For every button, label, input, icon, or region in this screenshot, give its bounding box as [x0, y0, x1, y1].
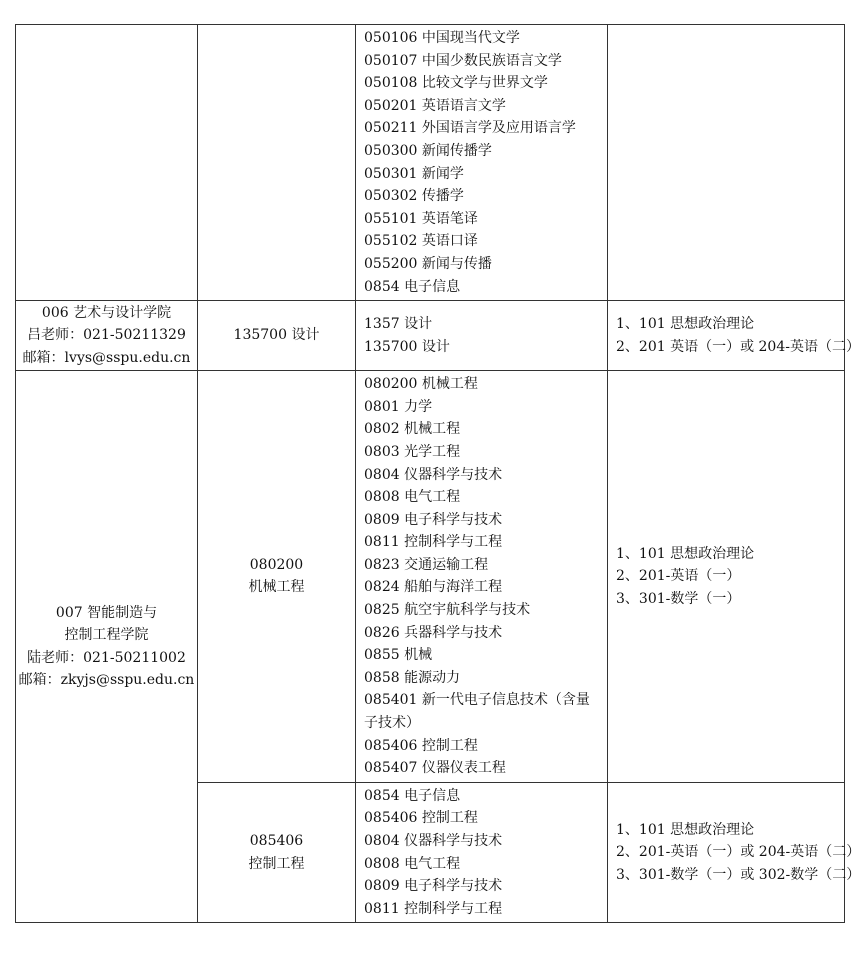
- major-cell: [198, 301, 356, 371]
- college-cell: [16, 25, 198, 301]
- direction-item: 0804 仪器科学与技术: [364, 833, 503, 849]
- direction-item: 050301 新闻学: [364, 165, 464, 182]
- major-cell: [198, 25, 356, 301]
- major-line: 085406: [249, 833, 304, 849]
- exam-subject: 1、101 思想政治理论: [616, 545, 755, 562]
- direction-item: 0801 力学: [364, 398, 433, 415]
- direction-item: 050107 中国少数民族语言文学: [364, 52, 562, 69]
- direction-item: 0823 交通运输工程: [364, 556, 489, 573]
- directions-cell: [356, 301, 608, 371]
- exam-subject: 2、201 英语（一）或 204-英语（二）: [616, 338, 860, 355]
- direction-item: 0854 电子信息: [364, 278, 461, 295]
- direction-item: 050108 比较文学与世界文学: [364, 75, 548, 92]
- direction-item: 0855 机械: [364, 647, 433, 664]
- college-info-line: 陆老师：021-50211002: [27, 649, 186, 666]
- admissions-table: [15, 24, 860, 923]
- direction-item: 0802 机械工程: [364, 421, 461, 438]
- directions-cell: [356, 371, 608, 783]
- direction-item: 0803 光学工程: [364, 443, 461, 460]
- direction-item: 0858 能源动力: [364, 669, 461, 686]
- direction-item: 085406 控制工程: [364, 737, 478, 754]
- direction-item: 0804 仪器科学与技术: [364, 466, 503, 483]
- direction-item: 0811 控制科学与工程: [364, 900, 503, 917]
- directions-cell: [356, 782, 608, 923]
- direction-item: 085406 控制工程: [364, 810, 478, 827]
- direction-item: 0808 电气工程: [364, 855, 461, 872]
- direction-item: 050211 外国语言学及应用语言学: [364, 120, 576, 137]
- direction-item: 050201 英语语言文学: [364, 97, 506, 114]
- major-line: 135700 设计: [233, 327, 320, 344]
- exam-subject: 2、201-英语（一）或 204-英语（二）: [616, 844, 860, 861]
- college-info-line: 控制工程学院: [64, 627, 149, 644]
- college-info-line: 邮箱：lvys@sspu.edu.cn: [22, 349, 191, 366]
- major-line: 机械工程: [248, 579, 305, 596]
- college-info-line: 006 艺术与设计学院: [41, 304, 172, 321]
- table-row: [16, 301, 845, 371]
- direction-item: 055102 英语口译: [364, 233, 478, 250]
- exams-cell: [608, 25, 845, 301]
- direction-item: 055101 英语笔译: [364, 210, 478, 227]
- direction-item: 050106 中国现当代文学: [364, 30, 520, 46]
- direction-item: 080200 机械工程: [364, 376, 478, 393]
- major-cell: [198, 782, 356, 923]
- table-row: [16, 25, 845, 301]
- exams-cell: [608, 782, 860, 923]
- direction-item: 0811 控制科学与工程: [364, 534, 503, 551]
- direction-item: 050300 新闻传播学: [364, 142, 492, 159]
- college-info-line: 邮箱：zkyjs@sspu.edu.cn: [18, 672, 195, 689]
- direction-item: 050302 传播学: [364, 188, 464, 205]
- exam-subject: 3、301-数学（一）: [616, 590, 741, 607]
- direction-item: 055200 新闻与传播: [364, 255, 492, 272]
- major-cell: [198, 371, 356, 783]
- direction-item: 085407 仪器仪表工程: [364, 760, 506, 777]
- college-info-line: 007 智能制造与: [55, 604, 158, 621]
- exam-subject: 1、101 思想政治理论: [616, 316, 755, 333]
- major-line: 控制工程: [248, 855, 305, 872]
- exams-cell: [608, 301, 860, 371]
- table-row: [16, 371, 845, 783]
- direction-item: 085401 新一代电子信息技术（含量子技术）: [364, 692, 590, 732]
- major-line: 080200: [249, 556, 304, 573]
- exam-subject: 3、301-数学（一）或 302-数学（二）: [616, 866, 860, 883]
- exam-subject: 2、201-英语（一）: [616, 568, 741, 585]
- direction-item: 1357 设计: [364, 316, 433, 333]
- direction-item: 0824 船舶与海洋工程: [364, 579, 503, 596]
- direction-item: 0854 电子信息: [364, 787, 461, 804]
- exam-subject: 1、101 思想政治理论: [616, 821, 755, 838]
- exams-cell: [608, 371, 845, 783]
- direction-item: 0809 电子科学与技术: [364, 511, 503, 528]
- directions-cell: [356, 25, 608, 301]
- direction-item: 0826 兵器科学与技术: [364, 624, 503, 641]
- direction-item: 135700 设计: [364, 338, 450, 355]
- direction-item: 0808 电气工程: [364, 489, 461, 506]
- direction-item: 0825 航空宇航科学与技术: [364, 602, 531, 619]
- direction-item: 0809 电子科学与技术: [364, 878, 503, 895]
- college-cell: [16, 301, 198, 371]
- college-cell: [16, 371, 198, 923]
- college-info-line: 吕老师：021-50211329: [27, 327, 186, 344]
